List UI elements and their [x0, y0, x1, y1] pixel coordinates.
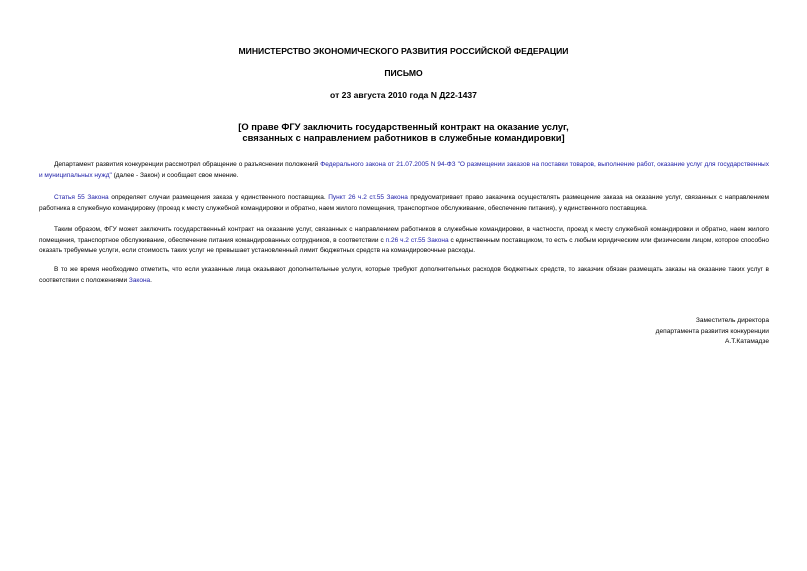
paragraph-2-text: определяет случаи размещения заказа у единственного поставщика. [108, 194, 329, 201]
paragraph-2-text-end: предусматривает право заказчика осуществлять размещение заказа на оказание услуг, связанных с направлением работника в служебную командировку (проезд к месту служебной командировки и обратно, наем жилого помещения, транспортное обслуживание, обеспечение питания), у единственного поставщика. [39, 194, 769, 212]
paragraph-4-text-end: . [150, 276, 152, 284]
paragraph-2 [39, 193, 769, 214]
signature-block [656, 316, 769, 348]
subject-line-1: [О праве ФГУ заключить государственный контракт на оказание услуг, [238, 121, 569, 132]
clause-26-link[interactable]: Пункт 26 ч.2 ст.55 Закона [328, 194, 408, 201]
signature-department: департамента развития конкуренции [655, 327, 769, 335]
paragraph-4 [39, 265, 769, 286]
document-date-number: от 23 августа 2010 года N Д22-1437 [330, 90, 477, 100]
paragraph-3-text-end: с единственным поставщиком, то есть с любым юридическим или физическим лицом, которое способно оказать требуемые услуги, если стоимость таких услуг не превышает установленный лимит бюджетных средств на командировочные расходы. [39, 236, 769, 254]
document-subject [0, 121, 807, 143]
clause-26-link-2[interactable]: п.26 ч.2 ст.55 Закона [385, 236, 449, 244]
signature-name: А.Т.Катамадзе [725, 338, 769, 345]
paragraph-4-text: В то же время необходимо отметить, что если указанные лица оказывают дополнительные услуги, которые требуют дополнительных расходов бюджетных средств, то заказчик обязан размещать заказы на оказание таких услуг в соответствии с положениями [39, 266, 769, 284]
signature-position: Заместитель директора [695, 317, 769, 324]
law-link[interactable]: Закона [128, 276, 151, 284]
law-94fz-link[interactable]: Федерального закона от 21.07.2005 N 94-ФЗ "О размещении заказов на поставки товаров, выполнение работ, оказание услуг для государственных и муниципальных нужд" [39, 161, 769, 179]
article-55-link[interactable]: Статья 55 Закона [54, 194, 109, 201]
document-type: ПИСЬМО [384, 68, 423, 78]
subject-line-2: связанных с направлением работников в служебные командировки] [242, 132, 565, 143]
paragraph-3-text: Таким образом, ФГУ может заключить государственный контракт на оказание услуг, связанных с направлением работников в служебные командировки, в частности, проезд к месту служебной командировки и обратно, наем жилого помещения, транспортное обслуживание, обеспечение питания командированных сотрудников, в соответствии с [39, 226, 769, 244]
paragraph-1-text-end: (далее - Закон) и сообщает свое мнение. [111, 171, 239, 179]
paragraph-3 [39, 225, 769, 257]
paragraph-1 [39, 160, 769, 181]
paragraph-1-text: Департамент развития конкуренции рассмотрел обращение о разъяснении положений [54, 161, 321, 168]
ministry-title: МИНИСТЕРСТВО ЭКОНОМИЧЕСКОГО РАЗВИТИЯ РОССИЙСКОЙ ФЕДЕРАЦИИ [238, 46, 569, 56]
